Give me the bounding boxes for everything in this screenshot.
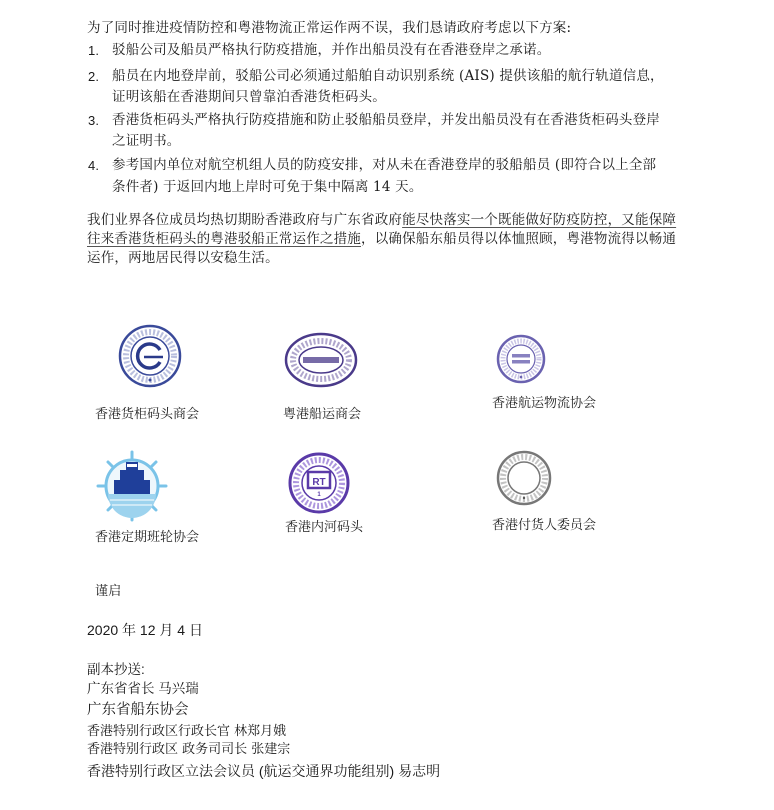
closing-line-3: 运作，两地居民得以安稳生活。 xyxy=(87,250,279,266)
signatory-name: 粤港船运商会 xyxy=(283,406,362,421)
signatory-name: 香港定期班轮协会 xyxy=(95,529,200,544)
signatory-name: 香港内河码头 xyxy=(285,519,364,534)
cc-label: 副本抄送: xyxy=(87,662,145,677)
cc-recipient: 香港特别行政区立法会议员 (航运交通界功能组别) 易志明 xyxy=(87,763,441,779)
cc-recipient: 香港特别行政区行政长官 林郑月娥 xyxy=(87,724,287,739)
liner-shipping-logo-icon xyxy=(96,450,168,526)
cc-recipient: 广东省省长 马兴瑞 xyxy=(87,681,199,696)
shippers-council-seal-icon xyxy=(496,450,552,510)
closing-line-2 xyxy=(87,229,676,249)
closing-text: ，以确保船东船员得以体恤照顾，粤港物流得以畅通 xyxy=(361,231,677,247)
svg-text:RT: RT xyxy=(312,477,326,488)
list-item-continuation xyxy=(112,177,423,198)
closing-text-underlined: 能尽快落实一个既能做好防疫防控，又能保障 xyxy=(402,212,677,228)
intro-paragraph: 为了同时推进疫情防控和粤港物流正常运作两不误，我们恳请政府考虑以下方案: xyxy=(87,20,572,36)
closing-text: 我们业界各位成员均热切期盼香港政府与广东省政府 xyxy=(87,212,403,228)
list-text: 条件者) 于返回内地上岸时可免于集中隔离 14 天。 xyxy=(112,179,423,195)
signatory-name: 香港航运物流协会 xyxy=(492,395,597,410)
list-text: 之证明书。 xyxy=(112,133,181,149)
list-item xyxy=(88,110,660,131)
cc-recipient: 广东省船东协会 xyxy=(87,702,189,718)
list-text: 驳船公司及船员严格执行防疫措施，并作出船员没有在香港登岸之承诺。 xyxy=(112,42,551,58)
list-number: 1. xyxy=(88,43,100,58)
letter-date: 2020 年 12 月 4 日 xyxy=(87,622,203,638)
list-item xyxy=(88,66,664,87)
list-number: 2. xyxy=(88,69,100,84)
list-item xyxy=(88,155,657,176)
list-text: 参考国内单位对航空机组人员的防疫安排，对从未在香港登岸的驳船船员 (即符合以上全部 xyxy=(112,157,657,173)
list-number: 3. xyxy=(88,113,100,128)
closing-line-1 xyxy=(87,210,676,230)
container-terminal-seal-icon xyxy=(118,324,182,392)
list-text: 证明该船在香港期间只曾靠泊香港货柜码头。 xyxy=(112,89,386,105)
list-item-continuation xyxy=(112,131,181,152)
signatory-name: 香港货柜码头商会 xyxy=(95,406,200,421)
shipping-logistics-seal-icon xyxy=(496,334,546,388)
cc-recipient: 香港特别行政区 政务司司长 张建宗 xyxy=(87,742,291,757)
list-item xyxy=(88,40,551,61)
closing-text-underlined: 往来香港货柜码头的粤港驳船正常运作之措施 xyxy=(87,231,361,247)
svg-text:1: 1 xyxy=(317,492,321,498)
list-text: 船员在内地登岸前，驳船公司必须通过船舶自动识别系统 (AIS) 提供该船的航行轨道信息， xyxy=(112,68,664,84)
signatory-name: 香港付货人委员会 xyxy=(492,517,597,532)
regards-text: 谨启 xyxy=(95,584,122,599)
river-trade-terminal-seal-icon xyxy=(288,452,350,518)
shipping-association-seal-icon xyxy=(284,332,358,392)
list-number: 4. xyxy=(88,158,100,173)
list-item-continuation xyxy=(112,87,386,108)
list-text: 香港货柜码头严格执行防疫措施和防止驳船船员登岸，并发出船员没有在香港货柜码头登岸 xyxy=(112,112,660,128)
